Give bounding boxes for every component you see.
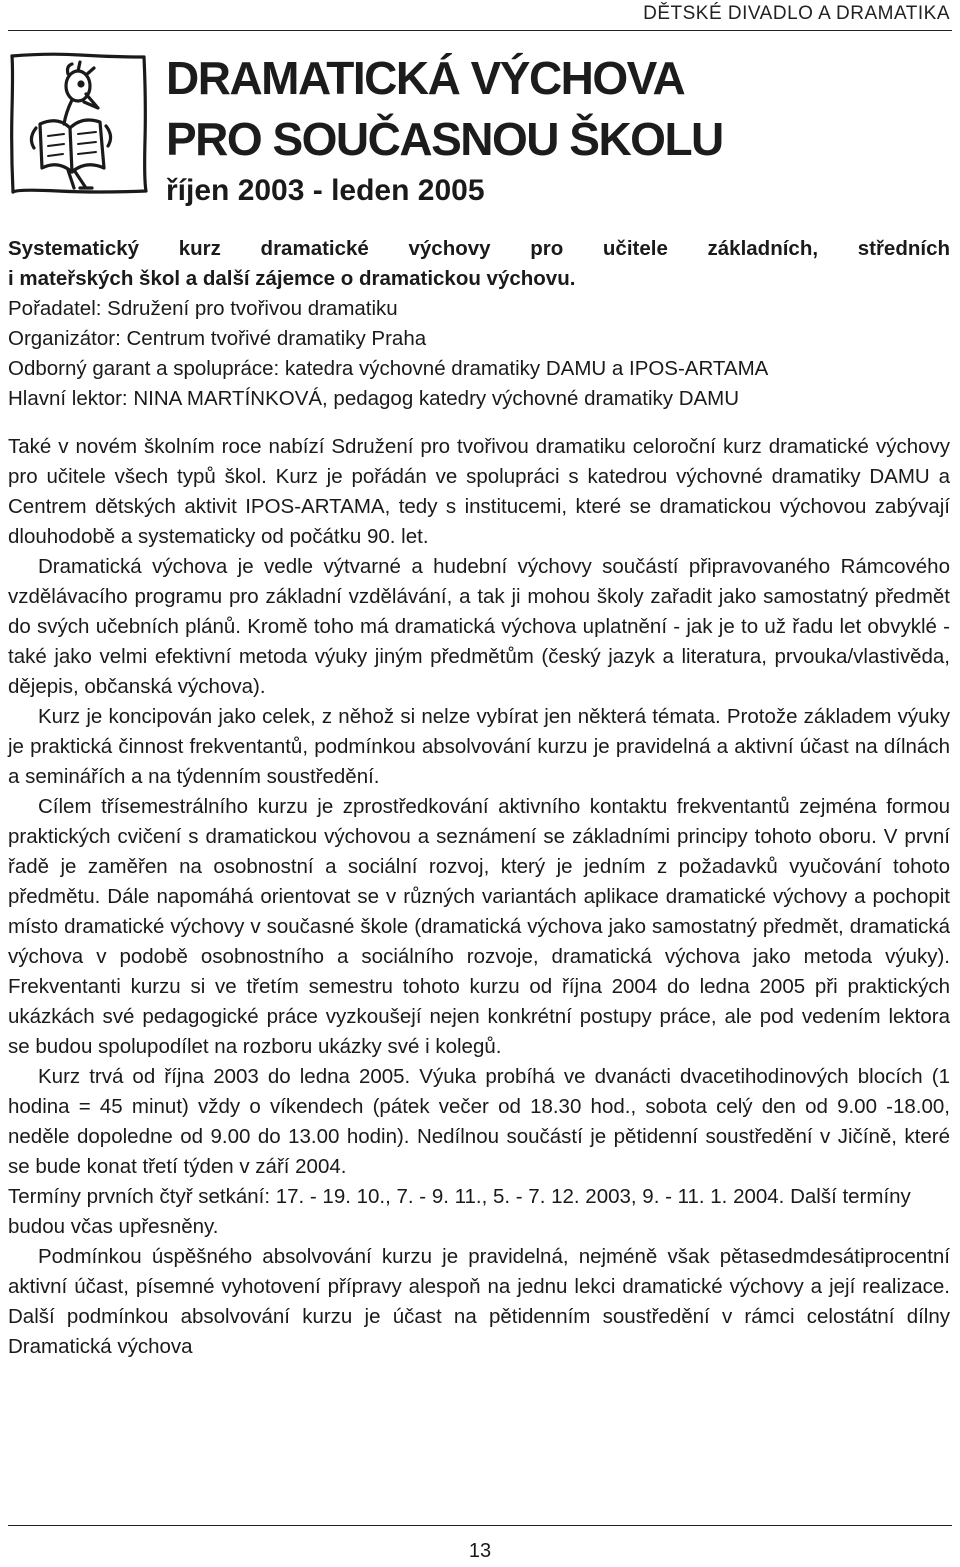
guarantee-line: Odborný garant a spolupráce: katedra výchovné dramatiky DAMU a IPOS-ARTAMA [8, 357, 769, 380]
reader-logo-icon [8, 50, 150, 196]
lead-line-1: Systematický kurz dramatické výchovy pro učitele základních, středních [8, 237, 950, 260]
footer-rule [8, 1525, 952, 1526]
paragraph-6: Termíny prvních čtyř setkání: 17. - 19. 10., 7. - 9. 11., 5. - 7. 12. 2003, 9. - 11. 1. 2004. Další termíny budou včas upřesněny. [8, 1185, 911, 1238]
page-title-line-1: DRAMATICKÁ VÝCHOVA [166, 52, 685, 104]
article-body [8, 234, 950, 1362]
lead-line-2: i mateřských škol a další zájemce o dramatickou výchovu. [8, 267, 576, 290]
page-number: 13 [468, 1540, 492, 1562]
section-label: DĚTSKÉ DIVADLO A DRAMATIKA [643, 3, 950, 24]
course-dates: říjen 2003 - leden 2005 [166, 174, 485, 207]
organization-line: Organizátor: Centrum tvořivé dramatiky Praha [8, 327, 427, 350]
paragraph-5: Kurz trvá od října 2003 do ledna 2005. Výuka probíhá ve dvanácti dvacetihodinových blocích (1 hodina = 45 minut) vždy o víkendech (pátek večer od 18.30 hod., sobota celý den od 9.00 -18.00, neděle dopoledne od 9.00 do 13.00 hodin). Nedílnou součástí je pětidenní soustředění v Jičíně, které se bude konat třetí týden v září 2004. [8, 1065, 950, 1178]
header-rule [8, 30, 952, 31]
paragraph-1: Také v novém školním roce nabízí Sdružení pro tvořivou dramatiku celoroční kurz dramatické výchovy pro učitele všech typů škol. Kurz je pořádán ve spolupráci s katedrou výchovné dramatiky DAMU a Centrem dětských aktivit IPOS-ARTAMA, tedy s institucemi, které se dramatickou výchovou zabývají dlouhodobě a systematicky od počátku 90. let. [8, 435, 950, 548]
paragraph-7: Podmínkou úspěšného absolvování kurzu je pravidelná, nejméně však pětasedmdesátiprocentní aktivní účast, písemné vyhotovení přípravy alespoň na jednu lekci dramatické výchovy a její realizace. Další podmínkou absolvování kurzu je účast na pětidenním soustředění v rámci celostátní dílny Dramatická výchova [8, 1245, 950, 1358]
paragraph-3: Kurz je koncipován jako celek, z něhož si nelze vybírat jen některá témata. Protože základem výuky je praktická činnost frekventantů, podmínkou absolvování kurzu je pravidelná a aktivní účast na dílnách a seminářích a na týdenním soustředění. [8, 705, 950, 788]
lecturer-line: Hlavní lektor: NINA MARTÍNKOVÁ, pedagog katedry výchovné dramatiky DAMU [8, 387, 740, 410]
page-title-line-2: PRO SOUČASNOU ŠKOLU [166, 113, 723, 165]
paragraph-4: Cílem třísemestrálního kurzu je zprostředkování aktivního kontaktu frekventantů zejména formou praktických cvičení s dramatickou výchovou a seznámení se základními principy tohoto oboru. V první řadě je zaměřen na osobnostní a sociální rozvoj, který je jedním z požadavků vyučování tohoto předmětu. Dále napomáhá orientovat se v různých variantách aplikace dramatické výchovy a pochopit místo dramatické výchovy v současné škole (dramatická výchova jako samostatný předmět, dramatická výchova v podobě osobnostního a sociálního rozvoje, dramatická výchova jako metoda výuky). Frekventanti kurzu si ve třetím semestru tohoto kurzu od října 2004 do ledna 2005 při praktických ukázkách své pedagogické práce vyzkoušejí nejen konkrétní postupy práce, ale pod vedením lektora se budou spolupodílet na rozboru ukázky své i kolegů. [8, 795, 950, 1058]
paragraph-2: Dramatická výchova je vedle výtvarné a hudební výchovy součástí připravovaného Rámcového vzdělávacího programu pro základní vzdělávání, a tak ji mohou školy zařadit jako samostatný předmět do svých učebních plánů. Kromě toho má dramatická výchova uplatnění - jak je to už řadu let obvyklé - také jako velmi efektivní metoda výuky jiným předmětům (český jazyk a literatura, prvouka/vlastivěda, dějepis, občanská výchova). [8, 555, 950, 698]
organizer-line: Pořadatel: Sdružení pro tvořivou dramatiku [8, 297, 398, 320]
